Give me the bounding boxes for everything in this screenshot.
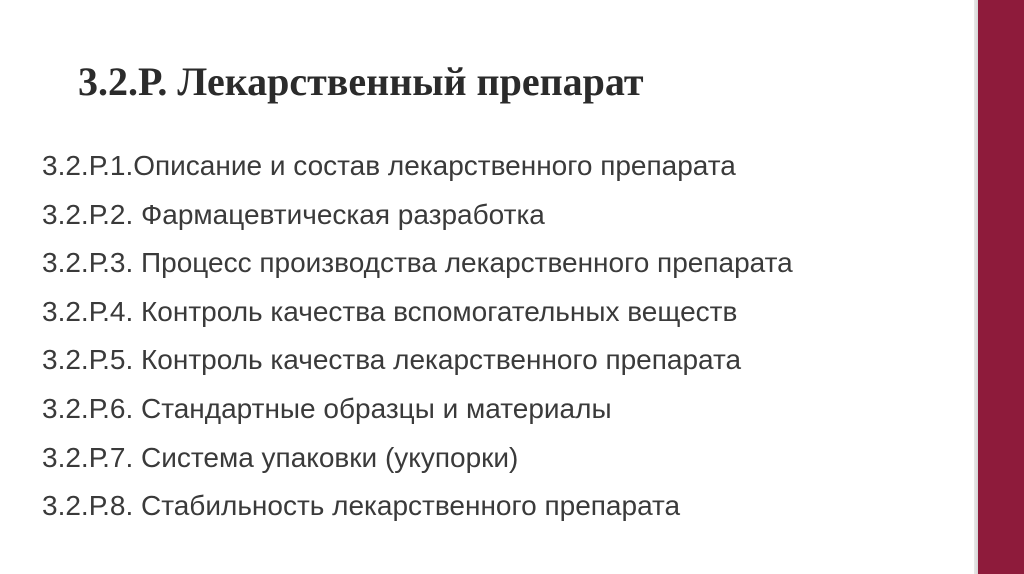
list-item: 3.2.Р.8. Стабильность лекарственного препарата — [42, 490, 681, 522]
list-item: 3.2.Р.4. Контроль качества вспомогательных веществ — [42, 295, 738, 327]
list-item: 3.2.Р.7. Система упаковки (укупорки) — [42, 441, 519, 473]
accent-bar — [978, 0, 1024, 574]
section-list — [42, 142, 793, 531]
slide-title: 3.2.Р. Лекарственный препарат — [78, 59, 644, 104]
list-item: 3.2.Р.5. Контроль качества лекарственного препарата — [42, 344, 742, 376]
list-item: 3.2.Р.2. Фармацевтическая разработка — [42, 198, 545, 230]
list-item: 3.2.Р.3. Процесс производства лекарственного препарата — [42, 247, 793, 279]
list-item: 3.2.Р.6. Стандартные образцы и материалы — [42, 392, 612, 424]
list-item: 3.2.Р.1.Описание и состав лекарственного препарата — [42, 150, 736, 181]
